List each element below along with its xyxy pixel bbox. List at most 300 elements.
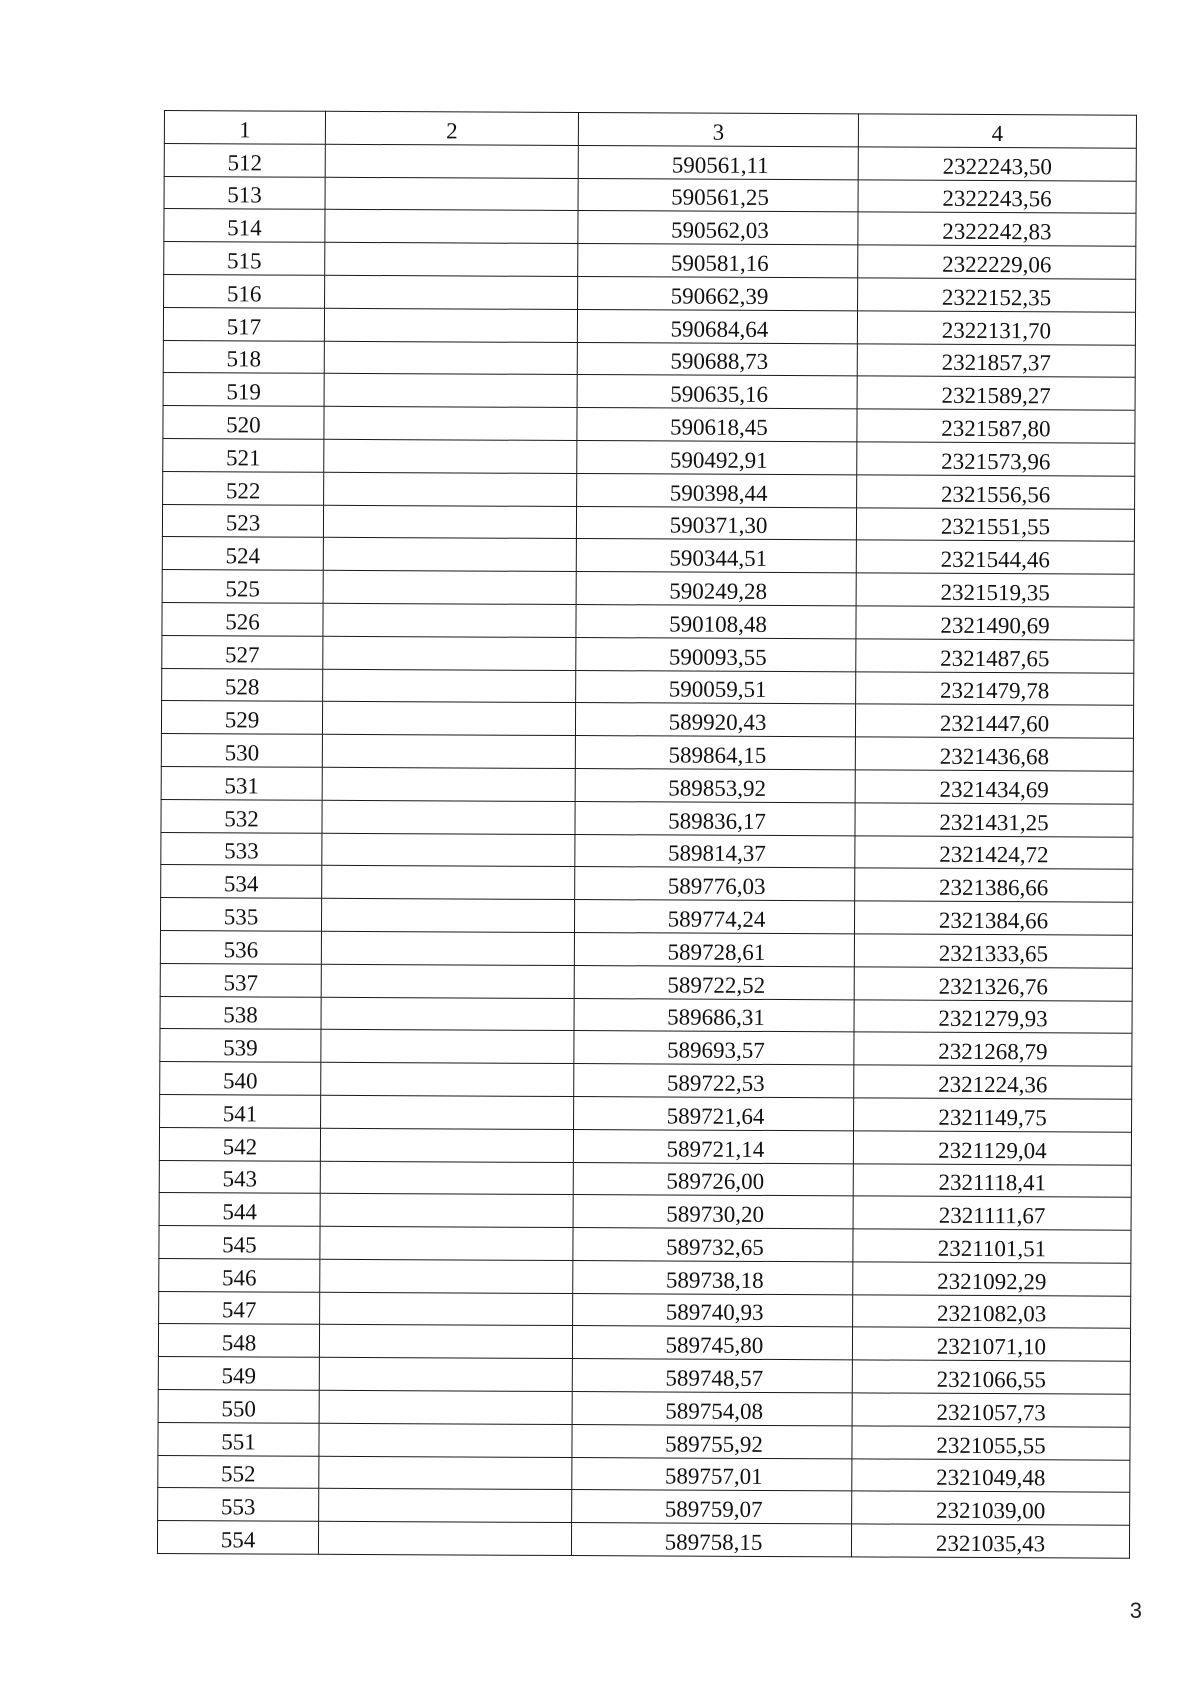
table-row (162, 570, 1134, 608)
y-coordinate-cell (856, 507, 1134, 541)
x-coordinate-cell (574, 1096, 854, 1130)
point-number-cell-text: 549 (221, 1363, 257, 1389)
point-number-cell-text: 541 (222, 1101, 258, 1127)
point-number-cell (160, 1029, 321, 1063)
x-coordinate-cell-text: 589774,24 (667, 906, 766, 932)
point-number-cell (159, 1160, 320, 1194)
x-coordinate-cell (574, 998, 854, 1032)
column-header-1-label: 1 (239, 117, 251, 143)
x-coordinate-cell (572, 1326, 852, 1360)
point-number-cell-text: 538 (223, 1002, 258, 1028)
y-coordinate-cell (855, 835, 1133, 869)
x-coordinate-cell (577, 408, 857, 442)
x-coordinate-cell-text: 589721,14 (666, 1135, 765, 1162)
x-coordinate-cell-text: 589728,61 (667, 939, 766, 965)
point-number-cell (162, 537, 323, 571)
y-coordinate-cell-text: 2321551,55 (940, 514, 1051, 540)
y-coordinate-cell-text: 2321129,04 (938, 1137, 1047, 1163)
point-number-cell (163, 406, 324, 440)
table-row (162, 635, 1134, 673)
y-coordinate-cell-text: 2321111,67 (938, 1202, 1046, 1229)
point-number-cell-text: 528 (224, 674, 260, 700)
table-row (163, 340, 1135, 378)
y-coordinate-cell (856, 540, 1134, 574)
point-number-cell (163, 340, 324, 374)
point-number-cell (158, 1488, 319, 1522)
x-coordinate-cell-text: 589740,93 (665, 1299, 764, 1326)
empty-cell (321, 997, 574, 1031)
x-coordinate-cell (577, 342, 857, 376)
x-coordinate-cell (573, 1129, 853, 1163)
x-coordinate-cell (575, 736, 855, 770)
y-coordinate-cell-text: 2321490,69 (940, 612, 1050, 639)
point-number-cell-text: 544 (222, 1199, 257, 1225)
point-number-cell (162, 668, 323, 702)
table-row (159, 1127, 1131, 1165)
empty-cell (319, 1390, 572, 1424)
empty-cell (324, 439, 577, 473)
y-coordinate-cell (852, 1360, 1130, 1394)
empty-cell (319, 1325, 572, 1359)
table-row (158, 1455, 1130, 1493)
x-coordinate-cell (578, 277, 858, 311)
table-row (157, 1521, 1129, 1559)
point-number-cell (164, 176, 325, 210)
table-row (160, 1029, 1132, 1067)
x-coordinate-cell-text: 589754,08 (665, 1398, 764, 1424)
y-coordinate-cell-text: 2321333,65 (938, 940, 1049, 967)
x-coordinate-cell (576, 539, 856, 573)
x-coordinate-cell (573, 1162, 853, 1196)
y-coordinate-cell-text: 2321039,00 (935, 1498, 1046, 1524)
y-coordinate-cell (855, 770, 1133, 804)
point-number-cell (164, 274, 325, 308)
coordinates-table (157, 110, 1137, 1559)
point-number-cell (161, 799, 322, 833)
y-coordinate-cell (856, 671, 1134, 705)
y-coordinate-cell-text: 2322131,70 (941, 317, 1052, 343)
empty-cell (322, 767, 575, 801)
y-coordinate-cell (858, 245, 1136, 279)
point-number-cell (160, 1062, 321, 1096)
point-number-cell (158, 1324, 319, 1358)
empty-cell (323, 636, 576, 670)
x-coordinate-cell (574, 932, 854, 966)
empty-cell (321, 964, 574, 998)
point-number-cell-text: 520 (226, 412, 261, 438)
x-coordinate-cell (578, 178, 858, 212)
table-row (160, 898, 1132, 936)
point-number-cell-text: 550 (221, 1396, 256, 1422)
x-coordinate-cell-text: 589758,15 (664, 1529, 763, 1556)
y-coordinate-cell-text: 2321589,27 (941, 382, 1051, 409)
y-coordinate-cell-text: 2321386,66 (939, 874, 1049, 901)
empty-cell (321, 931, 574, 965)
point-number-cell-text: 535 (223, 904, 259, 930)
empty-cell-text (319, 1552, 571, 1555)
x-coordinate-cell-text: 590398,44 (669, 480, 768, 506)
point-number-cell (158, 1455, 319, 1489)
table-row (164, 274, 1136, 312)
x-coordinate-cell-text: 590684,64 (670, 316, 769, 342)
y-coordinate-cell-text: 2321224,36 (938, 1071, 1048, 1098)
x-coordinate-cell-text: 590371,30 (669, 512, 768, 539)
table-row (163, 438, 1135, 476)
y-coordinate-cell-text: 2321071,10 (936, 1334, 1047, 1360)
x-coordinate-cell (575, 703, 855, 737)
point-number-cell (158, 1390, 319, 1424)
x-coordinate-cell-text: 590249,28 (669, 578, 768, 604)
point-number-cell (163, 307, 324, 341)
point-number-cell (162, 570, 323, 604)
x-coordinate-cell (578, 145, 858, 179)
table-row (163, 373, 1135, 411)
point-number-cell (162, 602, 323, 636)
x-coordinate-cell (576, 572, 856, 606)
x-coordinate-cell-text: 590561,11 (671, 152, 769, 178)
point-number-cell (164, 242, 325, 276)
empty-cell (319, 1423, 572, 1457)
y-coordinate-cell (854, 1032, 1132, 1066)
x-coordinate-cell-text: 589853,92 (668, 775, 767, 801)
x-coordinate-cell-text: 589755,92 (665, 1431, 763, 1457)
empty-cell (321, 1095, 574, 1129)
x-coordinate-cell-text: 589776,03 (667, 873, 766, 900)
point-number-cell-text: 539 (223, 1035, 258, 1061)
table-row (158, 1324, 1130, 1362)
table-row (164, 209, 1136, 247)
empty-cell (324, 374, 577, 408)
page-number: 3 (1129, 1598, 1142, 1623)
point-number-cell (161, 766, 322, 800)
empty-cell (322, 800, 575, 834)
x-coordinate-cell-text: 589864,15 (668, 742, 767, 768)
point-number-cell (163, 471, 324, 505)
point-number-cell-text: 521 (225, 445, 261, 471)
y-coordinate-cell (853, 1196, 1131, 1230)
empty-cell (325, 242, 578, 276)
y-coordinate-cell-text: 2321587,80 (941, 415, 1051, 442)
y-coordinate-cell (858, 147, 1136, 181)
point-number-cell-text: 536 (223, 937, 259, 963)
point-number-cell (161, 701, 322, 735)
point-number-cell-text: 513 (227, 182, 262, 208)
point-number-cell-text: 542 (222, 1133, 258, 1159)
empty-cell (323, 603, 576, 637)
empty-cell (319, 1456, 572, 1490)
empty-cell (319, 1489, 572, 1523)
x-coordinate-cell-text: 589693,57 (666, 1037, 765, 1064)
x-coordinate-cell-text: 589836,17 (668, 808, 766, 834)
y-coordinate-cell (851, 1524, 1129, 1558)
point-number-cell-text: 527 (225, 641, 260, 668)
point-number-cell-text: 530 (224, 740, 260, 766)
empty-cell (320, 1226, 573, 1260)
x-coordinate-cell-text: 589745,80 (665, 1332, 764, 1359)
empty-cell (320, 1128, 573, 1162)
y-coordinate-cell (855, 803, 1133, 837)
x-coordinate-cell (575, 834, 855, 868)
table-row (162, 602, 1134, 640)
empty-cell (321, 898, 574, 932)
y-coordinate-cell-text: 2321268,79 (938, 1038, 1048, 1065)
y-coordinate-cell (858, 278, 1136, 312)
y-coordinate-cell-text: 2321857,37 (941, 350, 1051, 376)
x-coordinate-cell-text: 589730,20 (666, 1201, 765, 1228)
y-coordinate-cell-text: 2321556,56 (940, 481, 1051, 507)
table-row (163, 406, 1135, 444)
point-number-cell-text: 554 (220, 1527, 256, 1553)
point-number-cell (159, 1127, 320, 1161)
empty-cell (320, 1259, 573, 1293)
x-coordinate-cell-text: 590618,45 (670, 414, 768, 440)
empty-cell (325, 144, 578, 178)
y-coordinate-cell (858, 179, 1136, 213)
x-coordinate-cell (577, 440, 857, 474)
table-row (159, 1160, 1131, 1198)
empty-cell (324, 472, 577, 506)
table-body (157, 143, 1136, 1558)
point-number-cell-text: 516 (226, 281, 262, 307)
header-row (164, 111, 1136, 149)
table-row (161, 832, 1133, 870)
y-coordinate-cell-text: 2322243,56 (942, 186, 1052, 212)
point-number-cell (164, 143, 325, 177)
x-coordinate-cell (575, 768, 855, 802)
x-coordinate-cell (576, 670, 856, 704)
x-coordinate-cell-text: 589721,64 (666, 1103, 765, 1129)
y-coordinate-cell (854, 901, 1132, 935)
point-number-cell-text: 543 (222, 1166, 258, 1192)
x-coordinate-cell (572, 1392, 852, 1426)
empty-cell (319, 1358, 572, 1392)
table-row (159, 1291, 1131, 1329)
point-number-cell (160, 996, 321, 1030)
y-coordinate-cell-text: 2321519,35 (940, 579, 1050, 606)
y-coordinate-cell (857, 343, 1135, 377)
y-coordinate-cell (852, 1459, 1130, 1493)
point-number-cell-text: 552 (221, 1461, 256, 1487)
x-coordinate-cell-text: 589814,37 (667, 840, 766, 867)
x-coordinate-cell-text: 590492,91 (669, 447, 768, 473)
x-coordinate-cell (575, 801, 855, 835)
y-coordinate-cell (854, 967, 1132, 1001)
empty-cell (324, 406, 577, 440)
table-row (163, 307, 1135, 345)
point-number-cell-text: 546 (221, 1264, 257, 1291)
x-coordinate-cell-text: 589920,43 (668, 709, 767, 736)
y-coordinate-cell-text: 2321149,75 (938, 1104, 1047, 1131)
point-number-cell-text: 547 (221, 1297, 257, 1323)
y-coordinate-cell-text: 2321487,65 (940, 645, 1050, 671)
point-number-cell (159, 1226, 320, 1260)
empty-cell (323, 538, 576, 572)
table-row (159, 1226, 1131, 1264)
y-coordinate-cell-text: 2321035,43 (935, 1530, 1046, 1557)
y-coordinate-cell (853, 1131, 1131, 1165)
point-number-cell (159, 1291, 320, 1325)
point-number-cell (159, 1258, 320, 1292)
x-coordinate-cell-text: 589732,65 (666, 1234, 764, 1260)
y-coordinate-cell-text: 2321544,46 (940, 546, 1050, 573)
table-row (160, 1062, 1132, 1100)
point-number-cell-text: 551 (221, 1428, 256, 1455)
y-coordinate-cell-text: 2321101,51 (937, 1235, 1047, 1262)
table-row (158, 1390, 1130, 1428)
empty-cell (322, 833, 575, 867)
point-number-cell (159, 1193, 320, 1227)
x-coordinate-cell (576, 506, 856, 540)
y-coordinate-cell-text: 2321573,96 (941, 448, 1051, 475)
y-coordinate-cell-text: 2321082,03 (936, 1301, 1047, 1327)
x-coordinate-cell-text: 590635,16 (670, 381, 769, 408)
table-row (160, 996, 1132, 1034)
table-row (164, 176, 1136, 214)
point-number-cell-text: 537 (223, 969, 259, 995)
point-number-cell (162, 504, 323, 538)
x-coordinate-cell-text: 590688,73 (670, 348, 769, 375)
y-coordinate-cell (856, 573, 1134, 607)
point-number-cell-text: 512 (227, 149, 263, 176)
y-coordinate-cell-text: 2321055,55 (936, 1432, 1046, 1458)
point-number-cell-text: 525 (225, 576, 260, 602)
table-row (161, 799, 1133, 837)
table-header (164, 111, 1136, 149)
x-coordinate-cell (574, 900, 854, 934)
y-coordinate-cell-text: 2321431,25 (939, 809, 1049, 835)
y-coordinate-cell-text: 2322229,06 (942, 251, 1052, 278)
y-coordinate-cell (857, 376, 1135, 410)
y-coordinate-cell (855, 868, 1133, 902)
point-number-cell-text: 545 (222, 1232, 257, 1258)
x-coordinate-cell (576, 604, 856, 638)
y-coordinate-cell (852, 1327, 1130, 1361)
y-coordinate-cell (854, 934, 1132, 968)
point-number-cell-text: 534 (223, 871, 259, 897)
empty-cell (320, 1292, 573, 1326)
point-number-cell-text: 517 (226, 313, 262, 340)
x-coordinate-cell (572, 1490, 852, 1524)
x-coordinate-cell-text: 590108,48 (669, 611, 767, 637)
table-row (158, 1488, 1130, 1526)
y-coordinate-cell (852, 1426, 1130, 1460)
table-row (159, 1193, 1131, 1231)
y-coordinate-cell (854, 1098, 1132, 1132)
x-coordinate-cell (578, 244, 858, 278)
empty-cell (321, 1062, 574, 1096)
x-coordinate-cell-text: 590059,51 (668, 676, 767, 703)
table-row (161, 766, 1133, 804)
x-coordinate-cell (574, 965, 854, 999)
y-coordinate-cell-text: 2321424,72 (939, 842, 1049, 868)
x-coordinate-cell-text: 590561,25 (671, 184, 770, 211)
y-coordinate-cell (852, 1491, 1130, 1525)
y-coordinate-cell-text: 2321436,68 (939, 743, 1050, 770)
table-row (162, 537, 1134, 575)
y-coordinate-cell (853, 1229, 1131, 1263)
y-coordinate-cell (857, 475, 1135, 509)
x-coordinate-cell-text: 589722,52 (667, 971, 766, 998)
x-coordinate-cell-text: 589738,18 (665, 1267, 764, 1293)
y-coordinate-cell (855, 704, 1133, 738)
x-coordinate-cell (577, 473, 857, 507)
column-header-2 (325, 111, 578, 145)
y-coordinate-cell (857, 442, 1135, 476)
empty-cell (322, 866, 575, 900)
empty-cell (324, 341, 577, 375)
x-coordinate-cell-text: 590581,16 (670, 250, 769, 276)
table-row (164, 143, 1136, 181)
table-row (161, 701, 1133, 739)
table-row (159, 1258, 1131, 1296)
empty-cell (320, 1161, 573, 1195)
y-coordinate-cell-text: 2321326,76 (938, 973, 1048, 999)
empty-cell (324, 308, 577, 342)
point-number-cell (160, 898, 321, 932)
x-coordinate-cell (572, 1457, 852, 1491)
point-number-cell-text: 514 (227, 215, 262, 241)
x-coordinate-cell (572, 1359, 852, 1393)
point-number-cell-text: 518 (226, 346, 262, 372)
x-coordinate-cell (571, 1523, 851, 1557)
x-coordinate-cell (578, 211, 858, 245)
empty-cell (322, 734, 575, 768)
empty-cell (325, 177, 578, 211)
table-row (160, 1094, 1132, 1132)
empty-cell (325, 275, 578, 309)
y-coordinate-cell-text: 2322242,83 (942, 218, 1052, 245)
y-coordinate-cell-text: 2321118,41 (938, 1170, 1047, 1196)
point-number-cell-text: 523 (225, 510, 261, 536)
x-coordinate-cell-text: 589722,53 (666, 1070, 765, 1096)
x-coordinate-cell-text: 590093,55 (668, 644, 767, 670)
point-number-cell-text: 522 (225, 477, 261, 504)
y-coordinate-cell (854, 999, 1132, 1033)
point-number-cell-text: 553 (220, 1494, 256, 1520)
point-number-cell (163, 373, 324, 407)
x-coordinate-cell (574, 1031, 854, 1065)
column-header-3 (578, 113, 858, 147)
y-coordinate-cell (857, 409, 1135, 443)
point-number-cell-text: 526 (225, 609, 260, 635)
point-number-cell-text: 529 (224, 707, 260, 733)
x-coordinate-cell (572, 1424, 852, 1458)
point-number-cell (160, 930, 321, 964)
y-coordinate-cell (856, 639, 1134, 673)
x-coordinate-cell (575, 867, 855, 901)
point-number-cell (160, 1094, 321, 1128)
x-coordinate-cell (573, 1195, 853, 1229)
y-coordinate-cell (854, 1065, 1132, 1099)
empty-cell (325, 210, 578, 244)
y-coordinate-cell (858, 212, 1136, 246)
y-coordinate-cell-text: 2321279,93 (938, 1006, 1048, 1032)
column-header-4-label: 4 (991, 120, 1004, 146)
x-coordinate-cell-text: 589757,01 (664, 1463, 763, 1490)
x-coordinate-cell-text: 589748,57 (665, 1365, 764, 1392)
column-header-1 (164, 111, 325, 145)
x-coordinate-cell-text: 590662,39 (670, 283, 769, 309)
y-coordinate-cell (857, 311, 1135, 345)
y-coordinate-cell (855, 737, 1133, 771)
table-row (158, 1357, 1130, 1395)
y-coordinate-cell (853, 1295, 1131, 1329)
y-coordinate-cell-text: 2321049,48 (936, 1465, 1046, 1491)
point-number-cell (162, 635, 323, 669)
y-coordinate-cell-text: 2321066,55 (936, 1366, 1046, 1393)
y-coordinate-cell (853, 1262, 1131, 1296)
table-row (163, 471, 1135, 509)
